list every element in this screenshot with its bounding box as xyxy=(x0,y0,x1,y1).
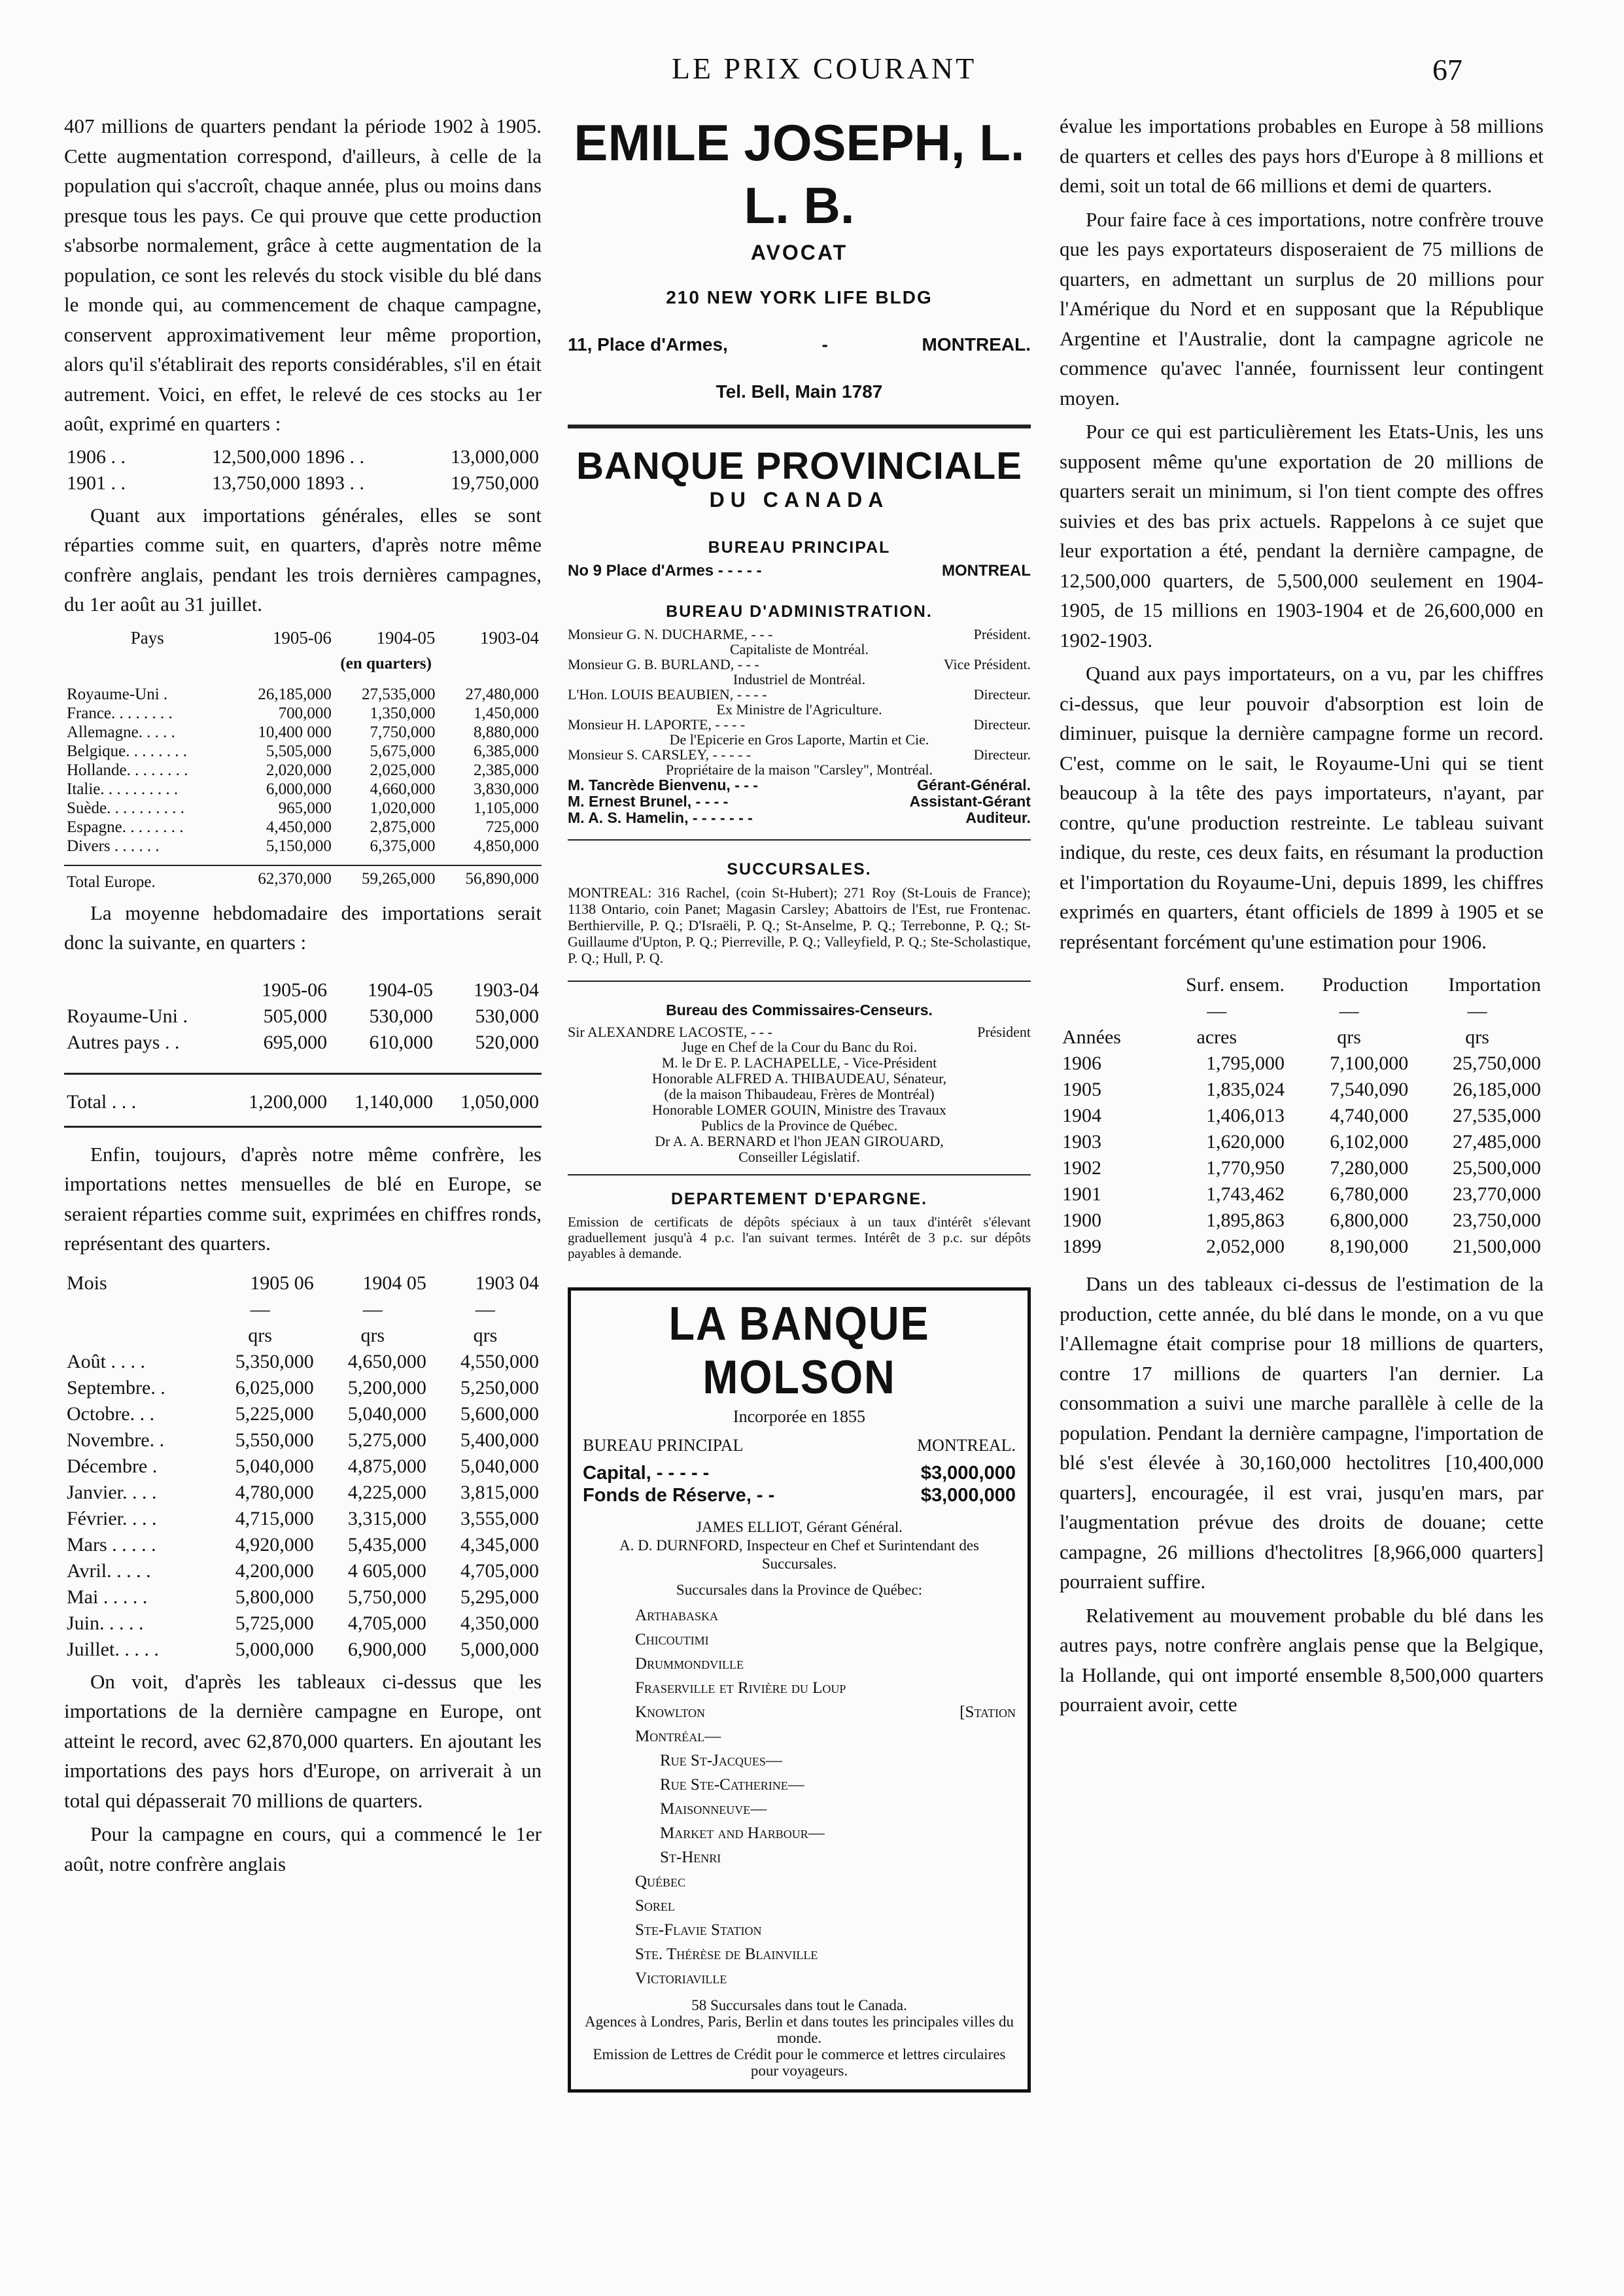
list-item: Market and Harbour— xyxy=(660,1824,825,1842)
molson-reserve-label: Fonds de Réserve, - - xyxy=(583,1485,775,1506)
list-item: St-Henri xyxy=(660,1849,721,1866)
list-item: M. A. S. Hamelin, - - - - - - - Auditeur. xyxy=(568,809,1031,826)
list-item: Rue Ste-Catherine— xyxy=(660,1776,804,1794)
list-item: Juge en Chef de la Cour du Banc du Roi. xyxy=(681,1039,918,1055)
imports-unit: (en quarters) xyxy=(340,654,432,672)
monthly-table: Mois 1905 06 1904 05 1903 04 — — — qrs qrs qrs Août . . . . 5,350,000 4,650,000 4,550,000 Septembre. . 6,025,000 5,200,000 5,250,000 Octobre. . . 5,225,000 5,040,000 5,600,000 Novembre. . 5,550,000 5,275,000 5,400,000 Décembre . 5,040,000 4,875,000 5,040,000 Janvier. . . . 4,780,000 4,225,000 3,815,000 Février. . . . 4,715,000 3,315,000 3,555,000 Mars . . . . . 4,920,000 5,435,000 4,345,000 Avril. . . . . 4,200,000 4 605,000 4,705,000 Mai . . . . . 5,800,000 5,750,000 5,295,000 Juin. . . . . 5,725,000 4,705,000 4,350,000 Juillet. . . . . 5,000,000 6,900,000 5,000,000 xyxy=(64,1270,542,1663)
list-item: L'Hon. LOUIS BEAUBIEN, - - - - Directeur. xyxy=(568,686,1031,703)
table-header-row: 1905-06 1904-05 1903-04 xyxy=(262,979,539,1001)
table-row: Septembre. . 6,025,000 5,200,000 5,250,000 xyxy=(67,1376,539,1399)
list-item: Monsieur G. N. DUCHARME, - - - Président. xyxy=(568,626,1031,642)
list-item: De l'Epicerie en Gros Laporte, Martin et Cie. xyxy=(669,731,929,748)
table-row: Royaume-Uni . 26,185,000 27,535,000 27,480,000 xyxy=(67,685,539,703)
list-item: M. Tancrède Bienvenu, - - - Gérant-Général. xyxy=(568,776,1031,793)
table-row: 1905 1,835,024 7,540,090 26,185,000 xyxy=(1062,1079,1541,1100)
list-item: Monsieur H. LAPORTE, - - - - Directeur. xyxy=(568,716,1031,733)
table-row: 1902 1,770,950 7,280,000 25,500,000 xyxy=(1062,1157,1541,1179)
bp-branches-head: SUCCURSALES. xyxy=(727,860,872,878)
right-column xyxy=(1060,111,1544,1724)
list-item: Fraserville et Rivière du Loup xyxy=(635,1679,846,1697)
left-paragraph-4: Enfin, toujours, d'après notre même confrère, les importations nettes mensuelles de blé en Europe, se seraient réparties comme suit, exprimées en chiffres ronds, représentant des quarters. xyxy=(64,1142,542,1255)
table-row: Octobre. . . 5,225,000 5,040,000 5,600,000 xyxy=(67,1402,539,1425)
table-header-row: Surf. ensem. Production Importation xyxy=(1186,974,1541,996)
list-item: Publics de la Province de Québec. xyxy=(700,1117,898,1134)
table-row: 1901 1,743,462 6,780,000 23,770,000 xyxy=(1062,1183,1541,1205)
table-row: Juin. . . . . 5,725,000 4,705,000 4,350,000 xyxy=(67,1612,539,1634)
molson-branches-head: Succursales dans la Province de Québec: xyxy=(676,1582,923,1598)
list-item: Ste-Flavie Station xyxy=(635,1921,762,1939)
table-row: Divers . . . . . . 5,150,000 6,375,000 4,850,000 xyxy=(67,837,539,855)
right-paragraph-4: Quand aux pays importateurs, on a vu, par les chiffres ci-dessus, que leur pouvoir d'absorption est loin de diminuer, puisque la dernière campagne forme un record. C'est, comme on le sait, le Royaume-Uni qui se tient beaucoup à la tête des pays importateurs, n'ayant, par contre, qu'une production restreinte. Le tableau suivant indique, du reste, ces deux faits, en résumant la production et l'importation du Royaume-Uni, depuis 1899, les chiffres exprimés en quarters, étant officiels de 1899 à 1905 et se représentant forcément qu'une estimation pour 1906. xyxy=(1060,662,1544,953)
table-row: 1900 1,895,863 6,800,000 23,750,000 xyxy=(1062,1209,1541,1231)
table-row: 1901 . . 13,750,000 1893 . . 19,750,000 xyxy=(67,472,539,494)
table-row: Novembre. . 5,550,000 5,275,000 5,400,000 xyxy=(67,1429,539,1451)
table-row: Mai . . . . . 5,800,000 5,750,000 5,295,000 xyxy=(67,1586,539,1608)
table-row: Janvier. . . . 4,780,000 4,225,000 3,815,000 xyxy=(67,1481,539,1503)
molson-branches xyxy=(583,1603,1016,1991)
table-header-row: Pays 1905-06 1904-05 1903-04 xyxy=(130,627,539,648)
table-row: Suède. . . . . . . . . . 965,000 1,020,000 1,105,000 xyxy=(67,799,539,817)
bp-censors xyxy=(568,1024,1031,1165)
joseph-place: 11, Place d'Armes, xyxy=(568,334,728,355)
list-item: Honorable ALFRED A. THIBAUDEAU, Sénateur, xyxy=(651,1070,947,1087)
table-row: Espagne. . . . . . . . 4,450,000 2,875,000 725,000 xyxy=(67,818,539,836)
bp-address: No 9 Place d'Armes - - - - - xyxy=(568,562,762,580)
list-item: Honorable LOMER GOUIN, Ministre des Travaux xyxy=(652,1102,946,1118)
table-row: 1903 1,620,000 6,102,000 27,485,000 xyxy=(1062,1131,1541,1153)
bp-officers xyxy=(568,627,1031,826)
running-header: LE PRIX COURANT xyxy=(671,52,977,85)
table-row: 1899 2,052,000 8,190,000 21,500,000 xyxy=(1062,1236,1541,1257)
table-row: Juillet. . . . . 5,000,000 6,900,000 5,000,000 xyxy=(67,1638,539,1660)
list-item: Drummondville xyxy=(635,1655,744,1673)
left-paragraph-3: La moyenne hebdomadaire des importations serait donc la suivante, en quarters : xyxy=(64,901,542,954)
total-row: Total Europe. 62,370,000 59,265,000 56,890,000 xyxy=(64,865,542,892)
molson-incorporated: Incorporée en 1855 xyxy=(733,1407,866,1426)
molson-footer-1: 58 Succursales dans tout le Canada. xyxy=(691,1997,907,2013)
bp-epargne-head: DEPARTEMENT D'EPARGNE. xyxy=(670,1190,928,1208)
molson-footer-2: Agences à Londres, Paris, Berlin et dans toutes les principales villes du monde. xyxy=(585,2013,1014,2046)
stocks-table xyxy=(64,444,542,496)
list-item: Dr A. A. BERNARD et l'hon JEAN GIROUARD, xyxy=(655,1133,944,1149)
banque-molson-advertisement xyxy=(568,1287,1031,2093)
bp-bureau-principal: BUREAU PRINCIPAL xyxy=(708,538,891,557)
molson-manager: JAMES ELLIOT, Gérant Général. xyxy=(696,1519,903,1535)
list-item: Capitaliste de Montréal. xyxy=(730,641,869,657)
bp-city: MONTREAL xyxy=(942,562,1031,580)
molson-office-city: MONTREAL. xyxy=(917,1436,1016,1455)
molson-capital-label: Capital, - - - - - xyxy=(583,1463,710,1484)
production-table: Surf. ensem. Production Importation — — — Années acres qrs qrs 1906 1,795,000 7,100,000 25,750,000 1905 1,835,024 7,540,090 26,185,000 1904 1,406,013 4,740,000 27,535,000 1903 1,620,000 6,102,000 27,485,000 1902 1,770,950 7,280,000 25,500,000 1901 1,743,462 6,780,000 23,770,000 1900 1,895,863 6,800,000 23,750,000 1899 2,052,000 8,190,000 21,500,000 xyxy=(1060,972,1544,1260)
list-item: Sorel xyxy=(635,1897,675,1915)
page-number: 67 xyxy=(1432,53,1462,86)
bp-title: BANQUE PROVINCIALE xyxy=(576,445,1022,487)
molson-inspector: A. D. DURNFORD, Inspecteur en Chef et Surintendant des Succursales. xyxy=(619,1537,979,1572)
joseph-advertisement: EMILE JOSEPH, L. L. B. AVOCAT 210 NEW YORK LIFE BLDG 11, Place d'Armes, - MONTREAL. Tel. Bell, Main 1787 xyxy=(568,111,1031,402)
right-paragraph-5: Dans un des tableaux ci-dessus de l'estimation de la production, cette année, du blé dans le monde, on a vu que l'Allemagne était comprise pour 18 millions de quarters, contre 17 millions de quarters l'an dernier. La consommation a suivi une marche parallèle à celle de la population. Pendant la dernière campagne, l'importation de blé s'est élevée à 30,160,000 hectolitres [10,400,000 quarters], encouragée, il est vrai, jusqu'en mars, par l'augmentation prévue des droits de douane; cette campagne, 26 millions d'hectolitres [8,966,000 quarters] pourraient suffire. xyxy=(1060,1272,1544,1593)
left-column xyxy=(64,111,542,1883)
table-subheader-row: Années acres qrs qrs xyxy=(1062,1026,1489,1048)
bp-subtitle: DU CANADA xyxy=(709,488,890,512)
left-paragraph-6: Pour la campagne en cours, qui a commencé le 1er août, notre confrère anglais xyxy=(64,1822,542,1875)
table-row: Royaume-Uni . 505,000 530,000 530,000 xyxy=(67,1005,539,1027)
left-paragraph-2: Quant aux importations générales, elles se sont réparties comme suit, en quarters, d'après notre même confrère anglais, pendant les trois dernières campagnes, du 1er août au 31 juillet. xyxy=(64,503,542,616)
bp-censors-head: Bureau des Commissaires-Censeurs. xyxy=(666,1001,933,1018)
bp-branches: MONTREAL: 316 Rachel, (coin St-Hubert); 271 Roy (St-Louis de France); 1138 Ontario, coin Panet; Magasin Carsley; Abattoirs de l'Est, rue Frontenac. Berthierville, P. Q.; D'Israëli, P. Q.; St-Anselme, P. Q.; Terrebonne, P. Q.; St-Guillaume d'Upton, P. Q.; Pierreville, P. Q.; Valleyfield, P. Q.; Ste-Scholastique, P. Q.; Hull, P. Q. xyxy=(568,884,1031,966)
list-item: Québec xyxy=(635,1873,686,1890)
right-paragraph-6: Relativement au mouvement probable du blé dans les autres pays, notre confrère anglais pense que la Belgique, la Hollande, qui ont importé ensemble 8,500,000 quarters pourraient avoir, cette xyxy=(1060,1603,1544,1716)
list-item: Industriel de Montréal. xyxy=(733,671,866,687)
joseph-address: 210 NEW YORK LIFE BLDG xyxy=(666,287,933,307)
joseph-name: EMILE JOSEPH, L. L. B. xyxy=(574,114,1025,234)
list-item: Montréal— xyxy=(635,1728,721,1745)
list-item: Ste. Thérèse de Blainville xyxy=(635,1945,818,1963)
molson-reserve-value: $3,000,000 xyxy=(920,1485,1016,1506)
list-item: Sir ALEXANDRE LACOSTE, - - - Président xyxy=(568,1024,1031,1040)
list-item: Knowlton [Station xyxy=(635,1700,1016,1724)
table-row: Hollande. . . . . . . . 2,020,000 2,025,000 2,385,000 xyxy=(67,761,539,779)
left-paragraph-5: On voit, d'après les tableaux ci-dessus que les importations de la dernière campagne en Europe, ont atteint le record, avec 62,870,000 quarters. En ajoutant les importations des pays hors d'Europe, on arriverait à un total qui dépasserait 70 millions de quarters. xyxy=(64,1669,542,1812)
list-item: Victoriaville xyxy=(635,1970,727,1987)
table-row: Allemagne. . . . . 10,400 000 7,750,000 8,880,000 xyxy=(67,723,539,741)
molson-capital-value: $3,000,000 xyxy=(920,1463,1016,1484)
table-row: Décembre . 5,040,000 4,875,000 5,040,000 xyxy=(67,1455,539,1477)
bp-admin-head: BUREAU D'ADMINISTRATION. xyxy=(666,602,933,621)
table-row: France. . . . . . . . 700,000 1,350,000 1,450,000 xyxy=(67,704,539,722)
table-row: Août . . . . 5,350,000 4,650,000 4,550,000 xyxy=(67,1350,539,1372)
list-item: Maisonneuve— xyxy=(660,1800,767,1818)
joseph-tel: Tel. Bell, Main 1787 xyxy=(716,381,883,402)
table-row: Mars . . . . . 4,920,000 5,435,000 4,345,000 xyxy=(67,1533,539,1556)
right-paragraph-2: Pour faire face à ces importations, notre confrère trouve que les pays exportateurs disposeraient de 75 millions de quarters, en admettant un surplus de 20 millions pour l'Amérique du Nord et en supposant que la République Argentine et l'Australie, dont la campagne agricole ne commence qu'avec l'année, fournissent leur contingent moyen. xyxy=(1060,207,1544,409)
left-paragraph-1: 407 millions de quarters pendant la période 1902 à 1905. Cette augmentation correspond, d'ailleurs, à celle de la population qui s'accroît, chaque année, plus ou moins dans presque tous les pays. Ce qui prouve que cette production s'absorbe normalement, grâce à cette augmentation de la population, ce sont les relevés du stock visible du blé dans le monde qui, au commencement de chaque campagne, conservent approximativement leur même proportion, alors qu'il s'établirait des reports considérables, s'il en était autrement. Voici, en effet, le relevé de ces stocks au 1er août, exprimé en quarters : xyxy=(64,114,542,435)
list-item: Arthabaska xyxy=(635,1607,718,1624)
total-row: Total . . . 1,200,000 1,140,000 1,050,000 xyxy=(67,1090,539,1113)
table-row: 1906 1,795,000 7,100,000 25,750,000 xyxy=(1062,1052,1541,1074)
table-row: 1904 1,406,013 4,740,000 27,535,000 xyxy=(1062,1105,1541,1126)
banque-provinciale-advertisement xyxy=(568,425,1031,1261)
table-row: 1906 . . 12,500,000 1896 . . 13,000,000 xyxy=(67,445,539,468)
table-row: Belgique. . . . . . . . 5,505,000 5,675,000 6,385,000 xyxy=(67,742,539,760)
bp-epargne: Emission de certificats de dépôts spéciaux à un taux d'intérêt s'élevant graduellement jusqu'à 4 p.c. l'an suivant termes. Intérêt de 3 p.c. sur dépôts payables à demande. xyxy=(568,1214,1031,1261)
list-item: Ex Ministre de l'Agriculture. xyxy=(716,701,882,718)
right-paragraph-3: Pour ce qui est particulièrement les Etats-Unis, les uns supposent même qu'une exportation de 20 millions de quarters serait un minimum, si l'on tient compte des offres suivies et des bas prix actuels. Rappelons à ce sujet que leur exportation a été, pendant la dernière campagne, de 12,500,000 quarters, de 5,500,000 seulement en 1904-1905, de 15 millions en 1903-1904 et de 26,600,000 en 1902-1903. xyxy=(1060,420,1544,652)
imports-table xyxy=(64,629,542,892)
table-row: Italie. . . . . . . . . . 6,000,000 4,660,000 3,830,000 xyxy=(67,780,539,798)
table-header-row: Mois 1905 06 1904 05 1903 04 xyxy=(67,1272,539,1294)
molson-station: [Station xyxy=(959,1703,1016,1721)
list-item: Rue St-Jacques— xyxy=(660,1752,782,1769)
middle-column xyxy=(568,111,1031,2093)
molson-title: LA BANQUE MOLSON xyxy=(668,1298,930,1404)
table-row: Avril. . . . . 4,200,000 4 605,000 4,705,000 xyxy=(67,1559,539,1582)
list-item: M. le Dr E. P. LACHAPELLE, - Vice-Président xyxy=(661,1054,937,1071)
molson-office-label: BUREAU PRINCIPAL xyxy=(583,1436,744,1455)
list-item: Chicoutimi xyxy=(635,1631,709,1648)
joseph-city: MONTREAL. xyxy=(922,334,1031,355)
table-row: Autres pays . . 695,000 610,000 520,000 xyxy=(67,1031,539,1053)
list-item: Monsieur G. B. BURLAND, - - - Vice Président. xyxy=(568,656,1031,672)
joseph-title: AVOCAT xyxy=(750,241,848,264)
list-item: Conseiller Législatif. xyxy=(738,1149,860,1165)
right-paragraph-1: évalue les importations probables en Europe à 58 millions de quarters et celles des pays hors d'Europe à 8 millions et demi, soit un total de 66 millions et demi de quarters. xyxy=(1060,114,1544,197)
list-item: Monsieur S. CARSLEY, - - - - - Directeur. xyxy=(568,746,1031,763)
list-item: Propriétaire de la maison "Carsley", Montréal. xyxy=(665,761,933,778)
list-item: M. Ernest Brunel, - - - - Assistant-Gérant xyxy=(568,793,1031,810)
weekly-table xyxy=(64,977,542,1128)
molson-footer-3: Emission de Lettres de Crédit pour le commerce et lettres circulaires pour voyageurs. xyxy=(593,2046,1006,2079)
list-item: (de la maison Thibaudeau, Frères de Montréal) xyxy=(664,1086,935,1102)
table-row: Février. . . . 4,715,000 3,315,000 3,555,000 xyxy=(67,1507,539,1529)
